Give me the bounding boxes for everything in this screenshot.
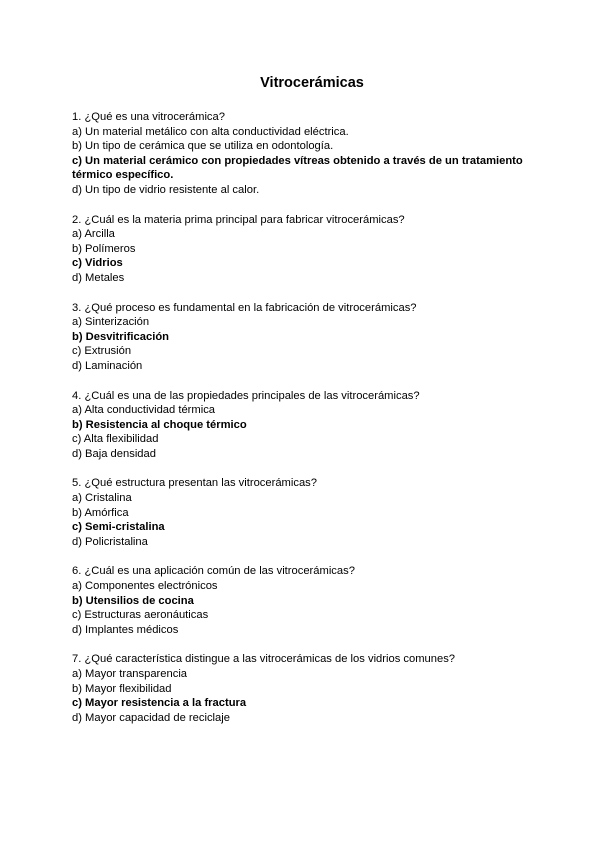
page-title: Vitrocerámicas <box>260 75 364 91</box>
question-6 <box>72 564 540 637</box>
answer-option: d) Mayor capacidad de reciclaje <box>72 711 230 724</box>
answer-option-correct: c) Un material cerámico con propiedades vítreas obtenido a través de un tratamiento térmico específico. <box>72 154 523 182</box>
answer-option: d) Laminación <box>72 359 143 372</box>
question-prompt: 3. ¿Qué proceso es fundamental en la fabricación de vitrocerámicas? <box>72 301 417 314</box>
question-5 <box>72 476 540 549</box>
answer-option: a) Cristalina <box>72 492 132 505</box>
answer-option-correct: b) Resistencia al choque térmico <box>72 418 247 431</box>
answer-option-correct: c) Vidrios <box>72 257 123 270</box>
answer-option: d) Un tipo de vidrio resistente al calor. <box>72 183 260 196</box>
answer-option-correct: c) Mayor resistencia a la fractura <box>72 697 247 710</box>
question-prompt: 2. ¿Cuál es la materia prima principal para fabricar vitrocerámicas? <box>72 213 405 226</box>
answer-option: c) Alta flexibilidad <box>72 433 159 446</box>
answer-option: a) Arcilla <box>72 228 115 241</box>
answer-option: a) Alta conductividad térmica <box>72 404 216 417</box>
answer-option: d) Policristalina <box>72 535 148 548</box>
question-7 <box>72 652 540 725</box>
answer-option: a) Sinterización <box>72 316 150 329</box>
question-prompt: 1. ¿Qué es una vitrocerámica? <box>72 111 225 123</box>
answer-option: b) Un tipo de cerámica que se utiliza en odontología. <box>72 140 334 153</box>
question-prompt: 4. ¿Cuál es una de las propiedades principales de las vitrocerámicas? <box>72 389 420 402</box>
answer-option: c) Estructuras aeronáuticas <box>72 609 209 622</box>
answer-option: b) Polímeros <box>72 242 136 255</box>
question-prompt: 7. ¿Qué característica distingue a las vitrocerámicas de los vidrios comunes? <box>72 653 456 666</box>
question-1 <box>72 110 540 198</box>
question-prompt: 5. ¿Qué estructura presentan las vitrocerámicas? <box>72 477 317 490</box>
answer-option: a) Mayor transparencia <box>72 668 188 680</box>
question-4 <box>72 389 540 462</box>
question-prompt: 6. ¿Cuál es una aplicación común de las vitrocerámicas? <box>72 565 355 578</box>
answer-option: b) Mayor flexibilidad <box>72 682 172 695</box>
answer-option: d) Implantes médicos <box>72 623 179 636</box>
answer-option: b) Amórfica <box>72 506 129 519</box>
answer-option: d) Metales <box>72 271 125 284</box>
answer-option: a) Un material metálico con alta conductividad eléctrica. <box>72 125 349 138</box>
question-2 <box>72 213 540 286</box>
answer-option-correct: b) Desvitrificación <box>72 330 169 343</box>
answer-option-correct: c) Semi-cristalina <box>72 521 165 534</box>
question-list <box>72 110 540 725</box>
answer-option: d) Baja densidad <box>72 447 156 460</box>
answer-option-correct: b) Utensilios de cocina <box>72 594 194 607</box>
answer-option: c) Extrusión <box>72 345 132 358</box>
question-3 <box>72 301 540 374</box>
answer-option: a) Componentes electrónicos <box>72 580 218 593</box>
